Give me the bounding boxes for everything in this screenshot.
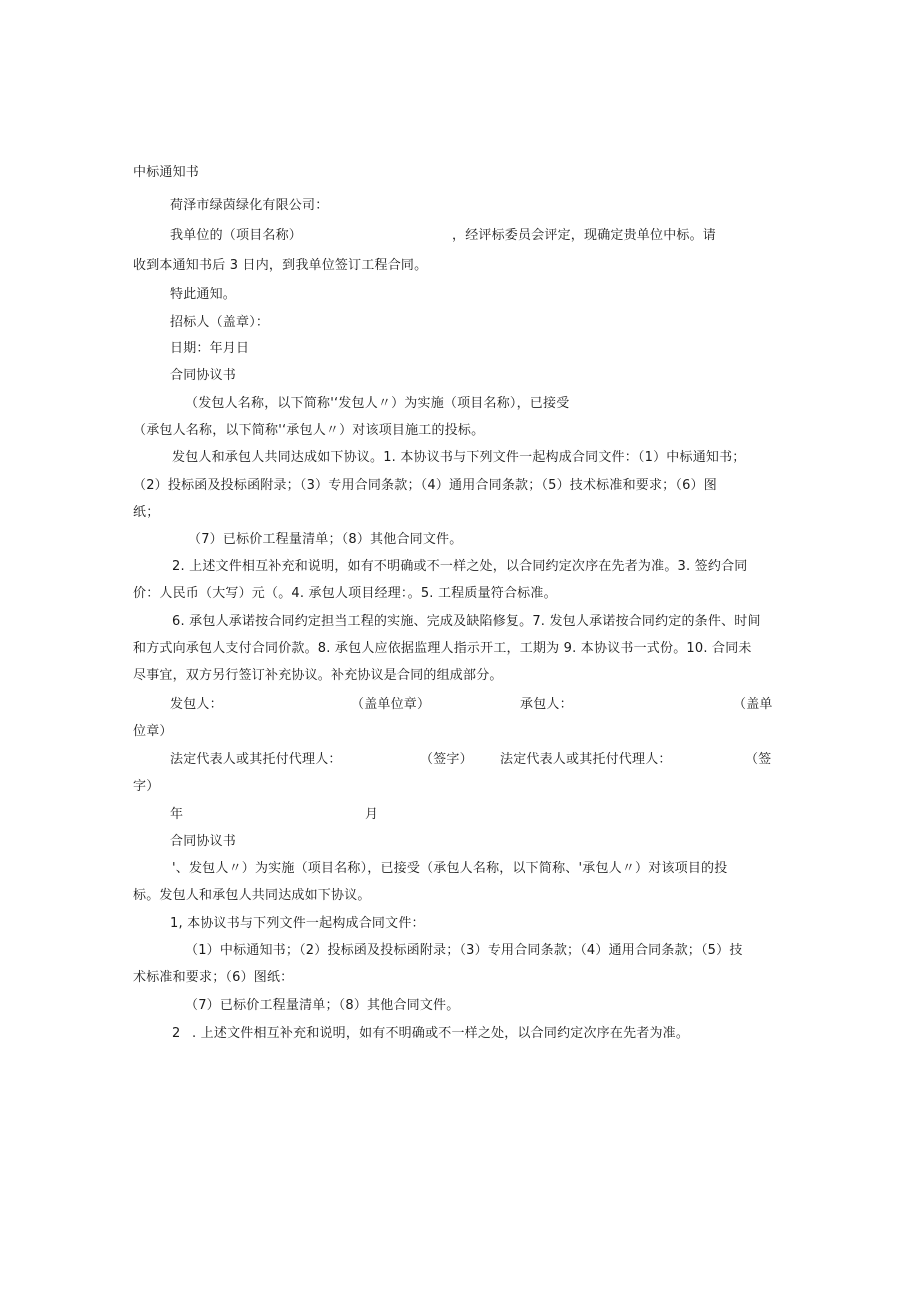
agreement-item-number: 2 bbox=[172, 1026, 181, 1041]
notice-body-part-a: 我单位的（项目名称） bbox=[170, 228, 303, 243]
agreement-title: 合同协议书 bbox=[170, 834, 237, 849]
agreement-paragraph-line: 6. 承包人承诺按合同约定担当工程的实施、完成及缺陷修复。7. 发包人承诺按合同约定的条件、时间 bbox=[172, 614, 761, 629]
employer-label: 发包人： bbox=[170, 697, 223, 712]
contractor-label: 承包人： bbox=[520, 697, 573, 712]
notice-date: 日期：年月日 bbox=[170, 341, 250, 356]
agreement-paragraph-line: 纸； bbox=[133, 505, 160, 520]
employer-seal: （盖单位章） bbox=[351, 697, 431, 712]
sign-month: 月 bbox=[365, 807, 379, 822]
notice-addressee: 荷泽市绿茵绿化有限公司： bbox=[170, 198, 329, 213]
agreement-docs-line: 术标准和要求；（6）图纸： bbox=[133, 970, 294, 985]
agreement-docs-line: （7）已标价工程量清单；（8）其他合同文件。 bbox=[185, 998, 460, 1013]
contractor-seal-wrap: 位章） bbox=[133, 724, 173, 739]
agreement-intro-line: （承包人名称，以下简称'‘承包人〃）对该项目施工的投标。 bbox=[133, 423, 485, 438]
agreement-paragraph-line: （2）投标函及投标函附录；（3）专用合同条款；（4）通用合同条款；（5）技术标准和要求；（6）图 bbox=[133, 478, 717, 493]
agreement-paragraph-line: 尽事宜，双方另行签订补充协议。补充协议是合同的组成部分。 bbox=[133, 668, 503, 683]
agreement-paragraph-line: （7）已标价工程量清单；（8）其他合同文件。 bbox=[188, 532, 463, 547]
contractor-rep-sign: （签 bbox=[745, 752, 772, 767]
notice-body-part-b: ，经评标委员会评定，现确定贵单位中标。请 bbox=[452, 228, 717, 243]
agreement-intro-line: （发包人名称，以下简称'‘发包人〃）为实施（项目名称），已接受 bbox=[185, 396, 570, 411]
contractor-rep-label: 法定代表人或其托付代理人： bbox=[500, 752, 672, 767]
agreement-title: 合同协议书 bbox=[170, 368, 237, 383]
sign-year: 年 bbox=[170, 807, 184, 822]
notice-closing: 特此通知。 bbox=[170, 287, 237, 302]
agreement-paragraph-line: 2. 上述文件相互补充和说明，如有不明确或不一样之处，以合同约定次序在先者为准。3. 签约合同 bbox=[172, 559, 748, 574]
contractor-seal: （盖单 bbox=[733, 697, 773, 712]
notice-body-line: 收到本通知书后 3 日内，到我单位签订工程合同。 bbox=[133, 258, 428, 273]
agreement-item: 1, 本协议书与下列文件一起构成合同文件： bbox=[170, 916, 425, 931]
agreement-paragraph-line: 发包人和承包人共同达成如下协议。1. 本协议书与下列文件一起构成合同文件：（1）中标通知书； bbox=[172, 450, 746, 465]
employer-rep-sign: （签字） bbox=[420, 752, 473, 767]
notice-title: 中标通知书 bbox=[133, 165, 200, 180]
contractor-rep-sign-wrap: 字） bbox=[133, 779, 160, 794]
notice-tenderer: 招标人（盖章）： bbox=[170, 315, 270, 330]
agreement-docs-line: （1）中标通知书；（2）投标函及投标函附录；（3）专用合同条款；（4）通用合同条款；（5）技 bbox=[185, 943, 743, 958]
agreement-intro-line: 标。发包人和承包人共同达成如下协议。 bbox=[133, 888, 371, 903]
agreement-item: . 上述文件相互补充和说明，如有不明确或不一样之处，以合同约定次序在先者为准。 bbox=[192, 1026, 690, 1041]
agreement-intro-line: '、发包人〃）为实施（项目名称），已接受（承包人名称，以下简称、'承包人〃）对该项目的投 bbox=[172, 861, 728, 876]
agreement-paragraph-line: 和方式向承包人支付合同价款。8. 承包人应依据监理人指示开工，工期为 9. 本协议书一式份。10. 合同未 bbox=[133, 641, 752, 656]
agreement-paragraph-line: 价：人民币（大写）元（。4. 承包人项目经理：。5. 工程质量符合标准。 bbox=[133, 586, 557, 601]
employer-rep-label: 法定代表人或其托付代理人： bbox=[170, 752, 342, 767]
